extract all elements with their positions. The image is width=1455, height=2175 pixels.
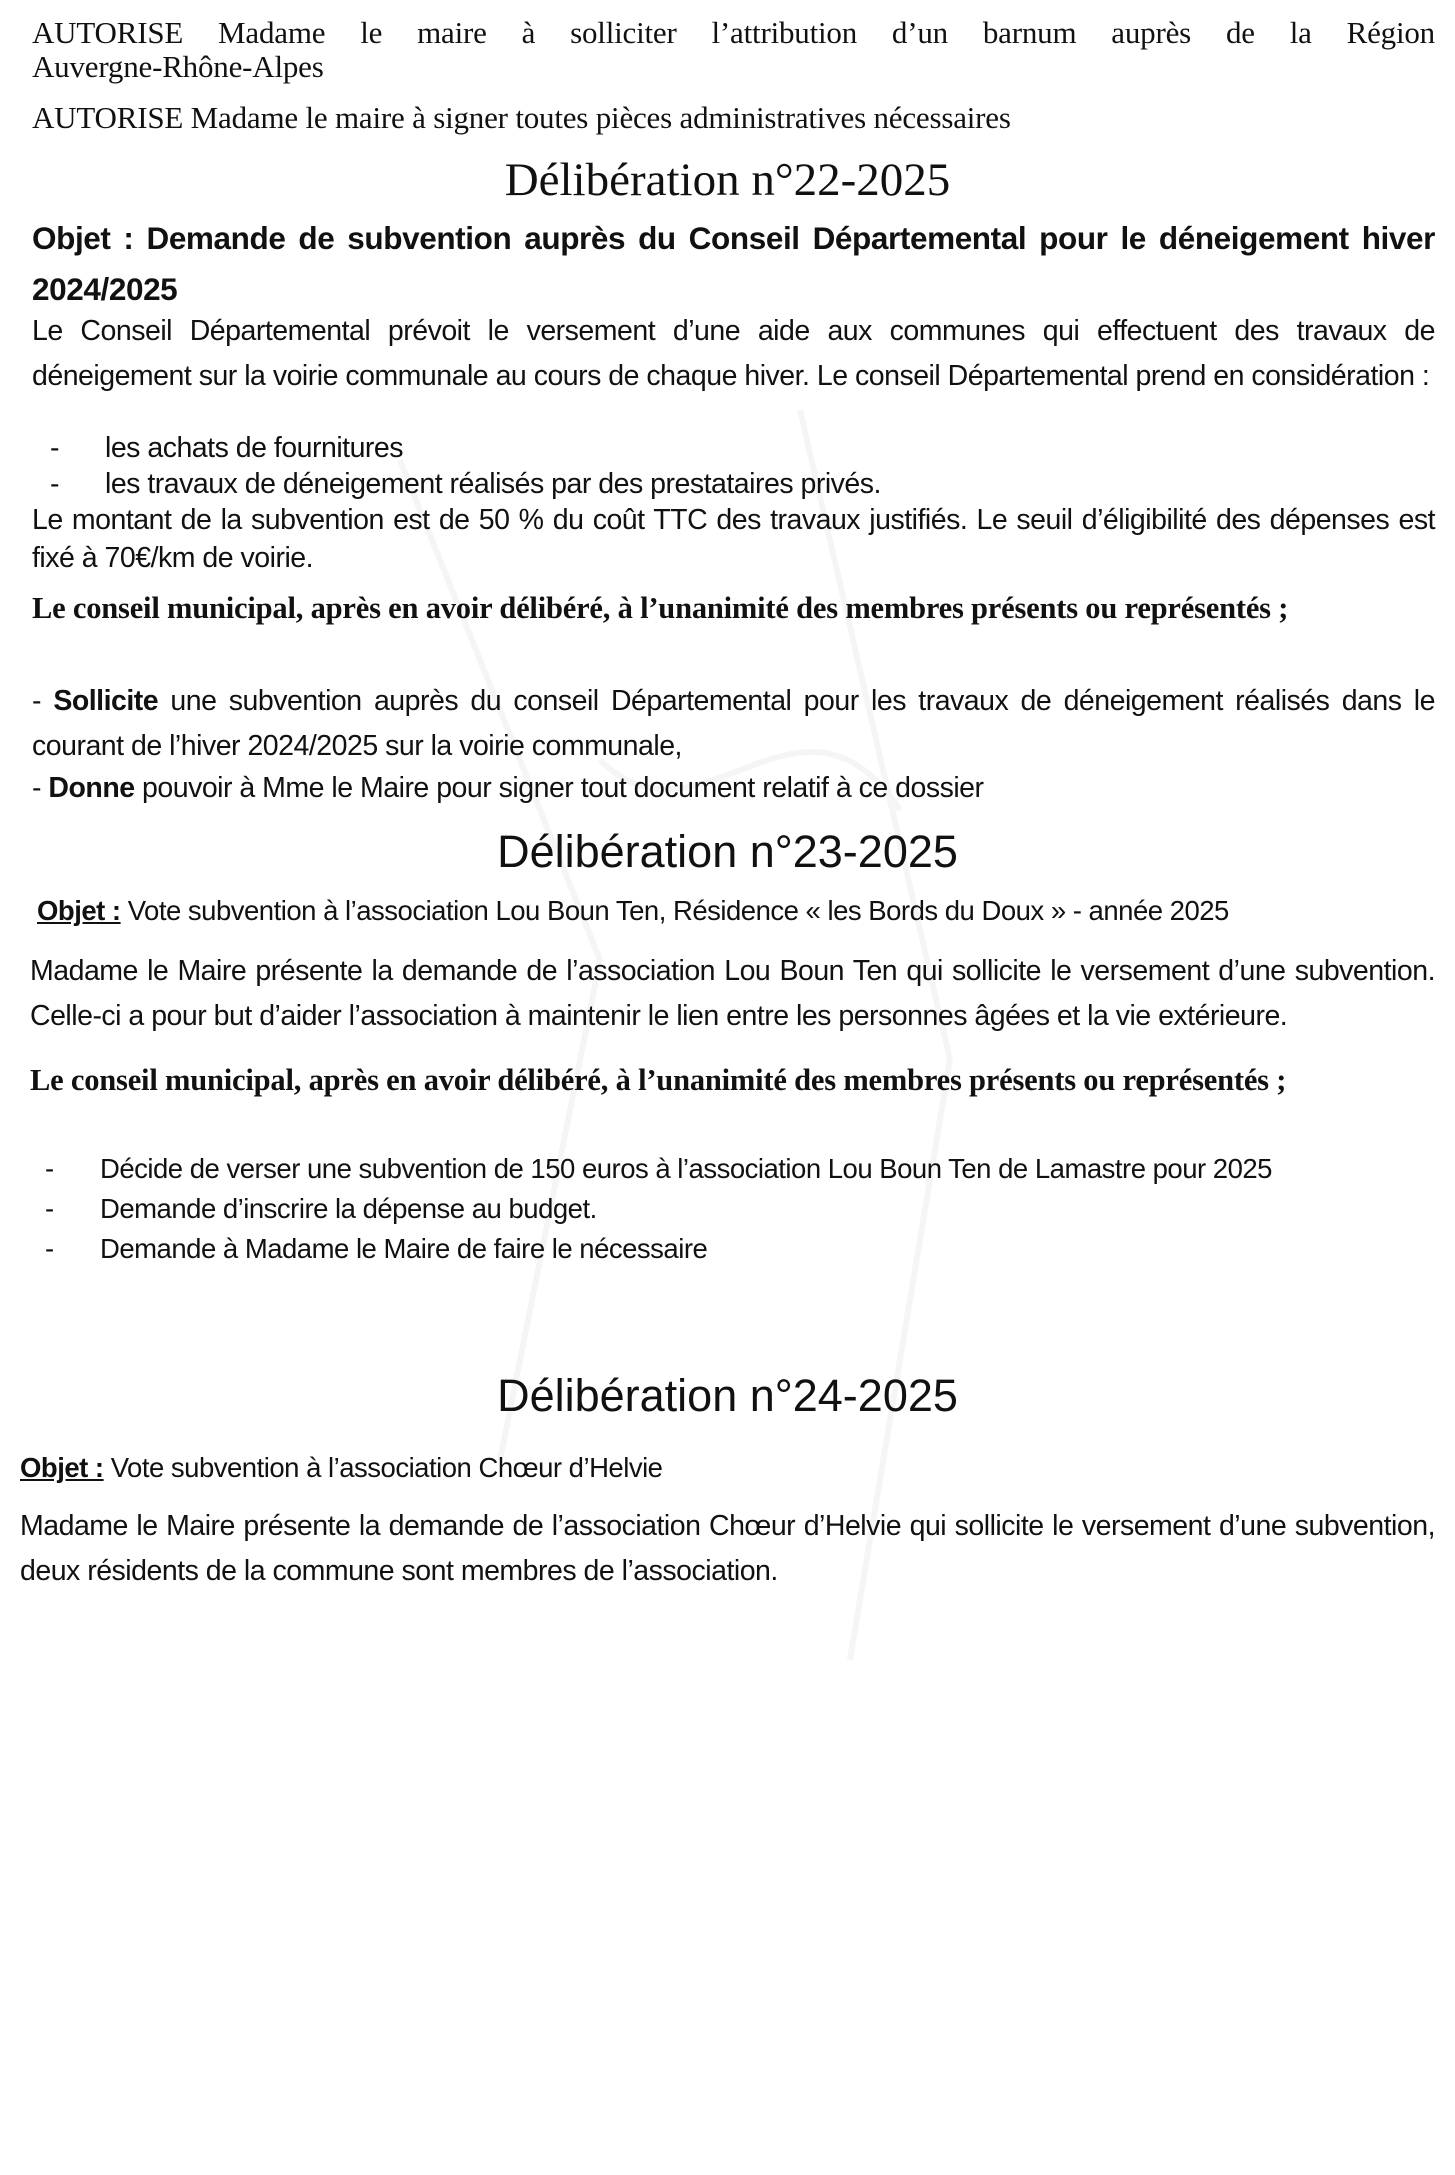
deliberation-22-title: Délibération n°22-2025 <box>504 154 951 206</box>
deliberation-23-title: Délibération n°23-2025 <box>497 826 958 877</box>
deliberation-22-amount-text: Le montant de la subvention est de 50 % du coût TTC des travaux justifiés. Le seuil d’éligibilité des dépenses est fixé à 70€/km de voirie. <box>32 504 1435 574</box>
list-item: - les travaux de déneigement réalisés par des prestataires privés. <box>50 468 881 500</box>
authorize-barnum-line-1: AUTORISE Madame le maire à solliciter l’attribution d’un barnum auprès de la Région <box>32 15 1435 50</box>
dash-bullet: - <box>50 468 59 500</box>
authorize-sign-text: AUTORISE Madame le maire à signer toutes pièces administratives nécessaires <box>32 100 1011 135</box>
decision-verb: Donne <box>48 772 135 804</box>
deliberation-23-object <box>37 888 1435 933</box>
deliberation-22-decision-solicit: - Sollicite une subvention auprès du conseil Départemental pour les travaux de déneigement réalisés dans le courant de l’hiver 2024/2025 sur la voirie communale, <box>32 685 1435 762</box>
deliberation-24-body: Madame le Maire présente la demande de l’association Chœur d’Helvie qui sollicite le versement d’une subvention, deux résidents de la commune sont membres de l’association. <box>20 1510 1435 1587</box>
deliberation-23-council-statement: Le conseil municipal, après en avoir délibéré, à l’unanimité des membres présents ou représentés ; <box>30 1063 1287 1097</box>
deliberation-22-body: Le Conseil Départemental prévoit le versement d’une aide aux communes qui effectuent des travaux de déneigement sur la voirie communale au cours de chaque hiver. Le conseil Départemental prend en considération : <box>32 315 1435 392</box>
dash-bullet: - <box>45 1193 54 1224</box>
object-text: Vote subvention à l’association Chœur d’Helvie <box>103 1452 663 1483</box>
deliberation-22-considerations-list <box>50 430 1435 502</box>
deliberation-24-object <box>20 1445 1435 1490</box>
decision-verb: Sollicite <box>53 685 159 717</box>
deliberation-22-object <box>32 213 1435 315</box>
list-item: - Décide de verser une subvention de 150 euros à l’association Lou Boun Ten de Lamastre pour 2025 <box>100 1149 1435 1189</box>
deliberation-23-decisions-list <box>45 1149 1435 1269</box>
list-item: - Demande à Madame le Maire de faire le nécessaire <box>100 1229 1435 1269</box>
dash-bullet: - <box>45 1233 54 1264</box>
dash-bullet: - <box>50 432 59 464</box>
deliberation-23-body: Madame le Maire présente la demande de l’association Lou Boun Ten qui sollicite le versement d’une subvention. Celle-ci a pour but d’aider l’association à maintenir le lien entre les personnes âgées et la vie extérieure. <box>30 955 1435 1032</box>
object-label: Objet : <box>37 895 121 926</box>
list-item: - les achats de fournitures <box>50 432 404 464</box>
deliberation-22-council-statement: Le conseil municipal, après en avoir délibéré, à l’unanimité des membres présents ou représentés ; <box>32 591 1289 625</box>
list-item: - Demande d’inscrire la dépense au budget. <box>100 1189 1435 1229</box>
object-text: Demande de subvention auprès du Conseil Départemental pour le déneigement hiver 2024/2025 <box>32 220 1435 307</box>
dash-bullet: - <box>45 1153 54 1184</box>
deliberation-22-decision-give: - Donne pouvoir à Mme le Maire pour signer tout document relatif à ce dossier <box>32 772 984 804</box>
object-label: Objet : <box>20 1452 104 1483</box>
deliberation-24-title: Délibération n°24-2025 <box>497 1370 958 1421</box>
faint-watermark-illustration <box>300 360 1200 1860</box>
authorize-barnum-line-2: Auvergne-Rhône-Alpes <box>32 49 324 84</box>
object-text: Vote subvention à l’association Lou Boun Ten, Résidence « les Bords du Doux » - année 2025 <box>120 895 1229 926</box>
object-label: Objet : <box>32 220 134 256</box>
